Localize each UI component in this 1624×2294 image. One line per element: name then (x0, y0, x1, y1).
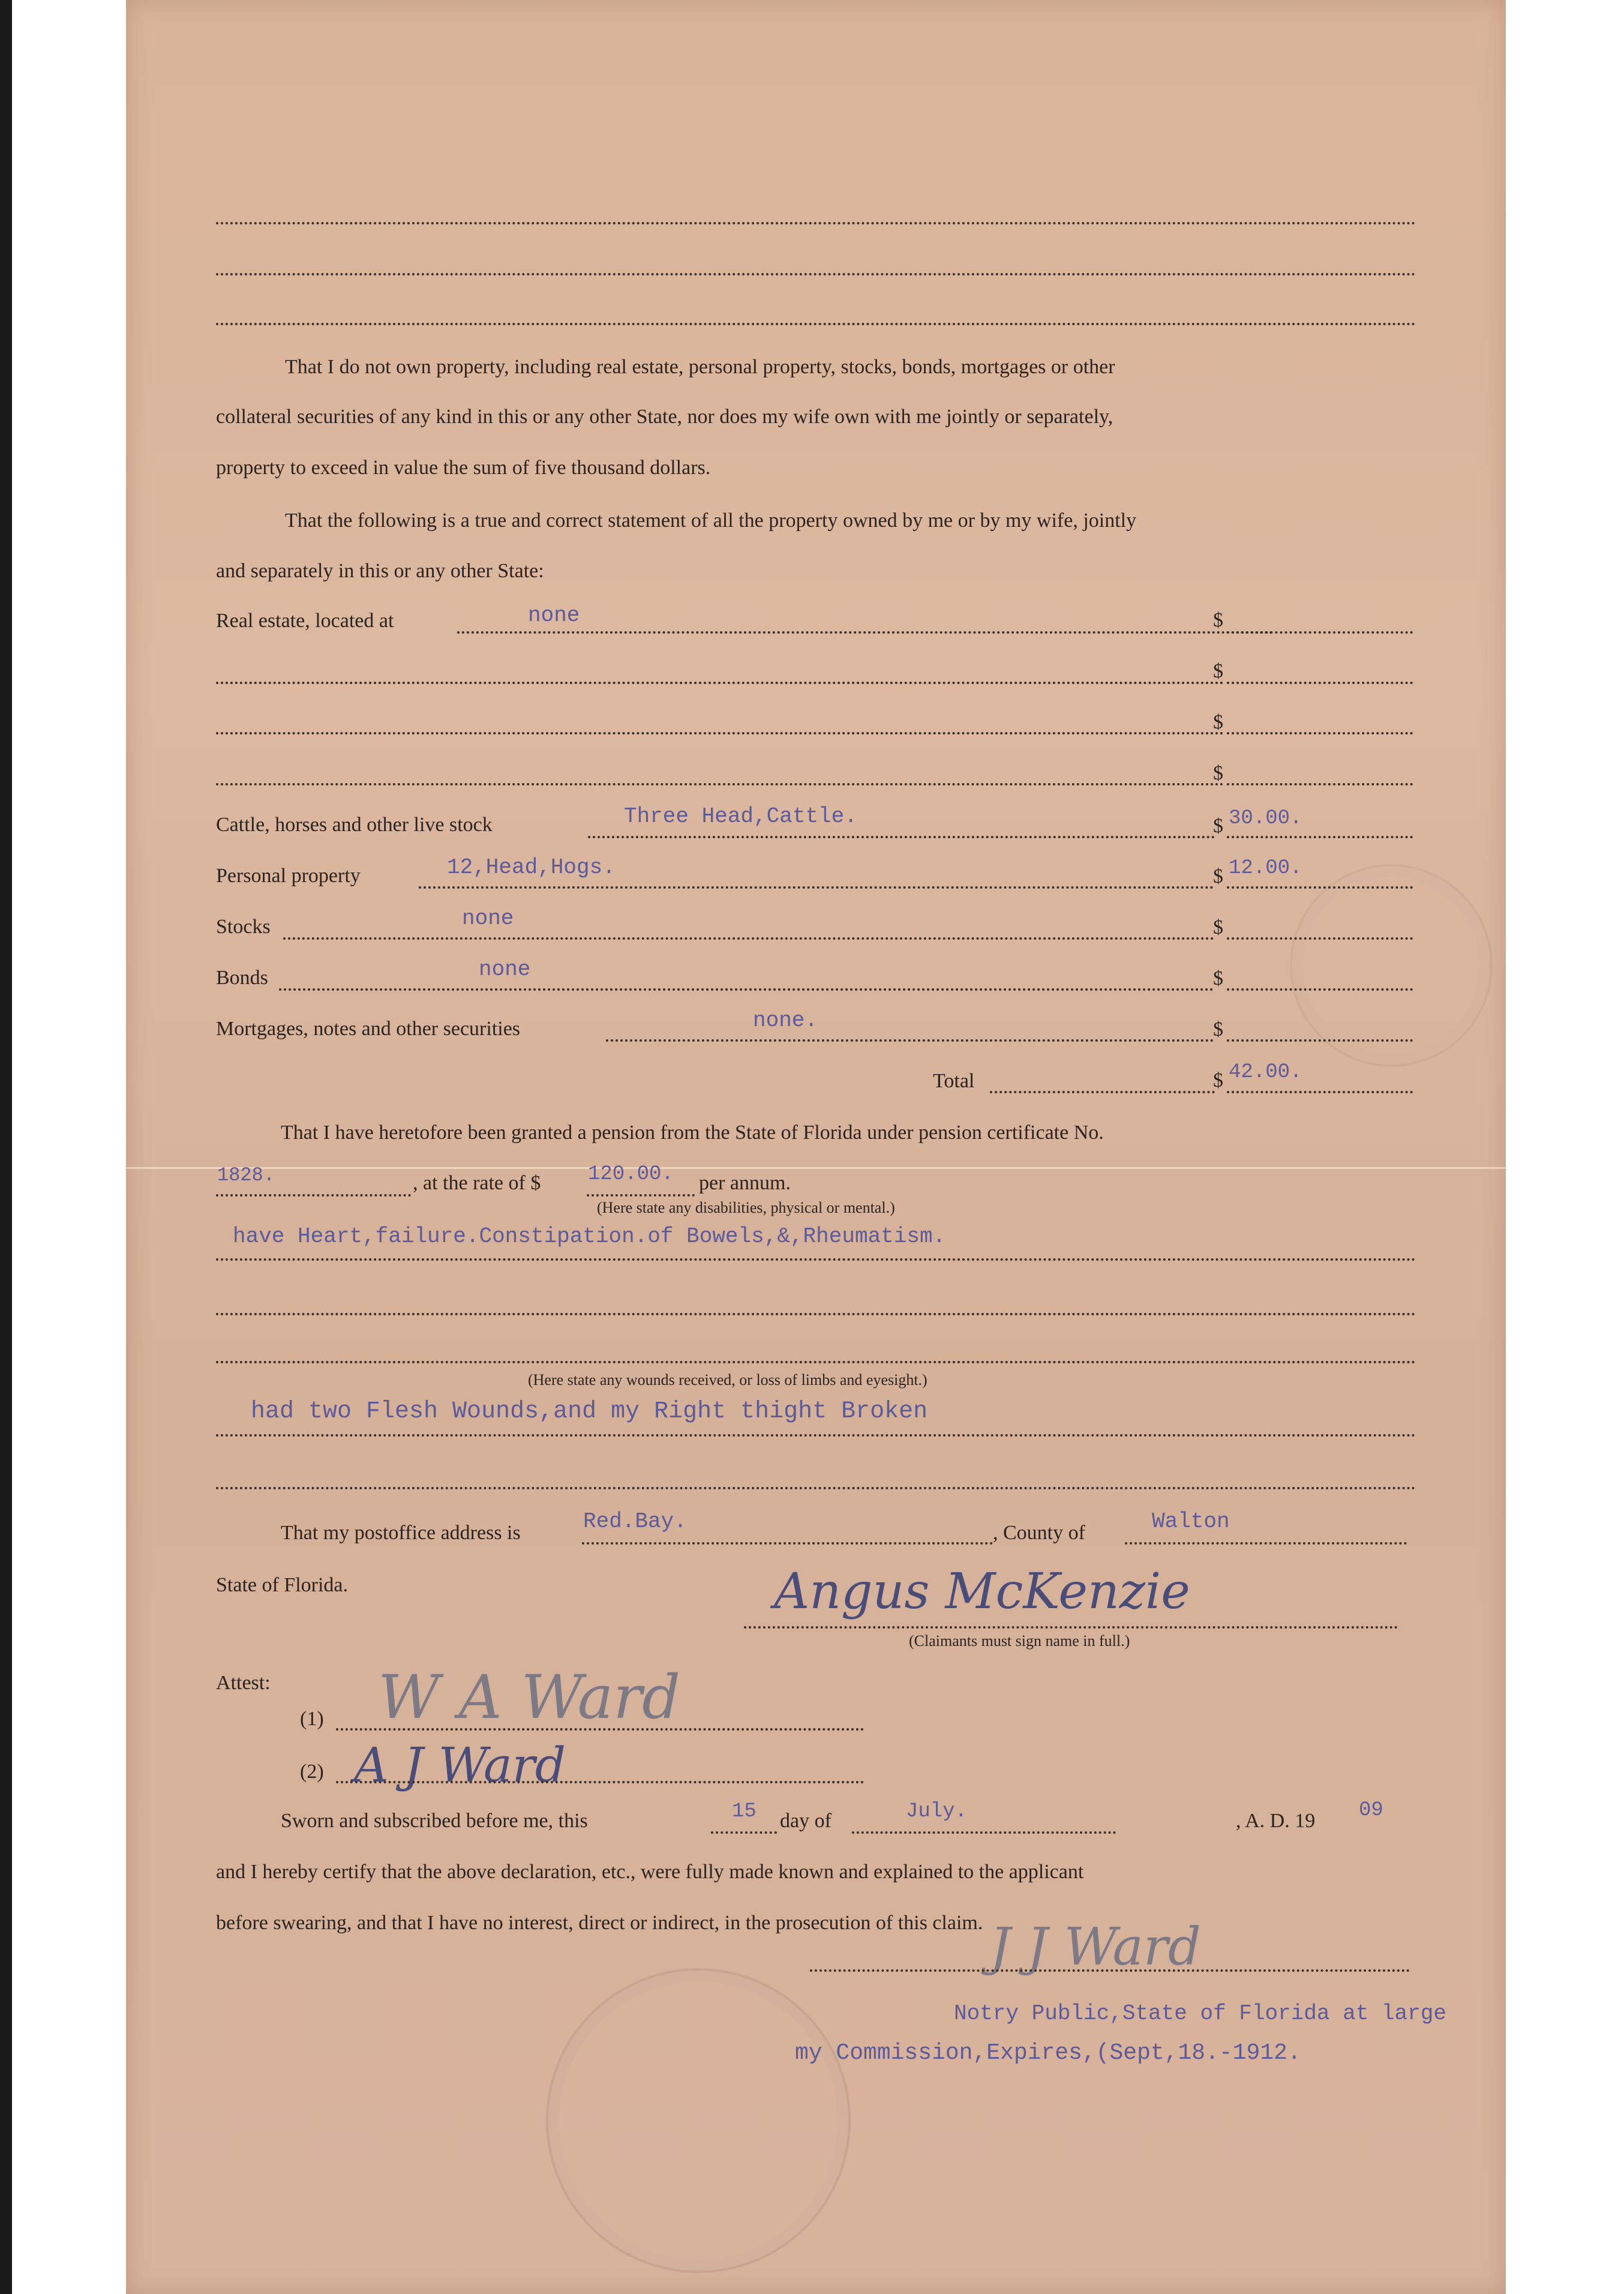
rate-label: , at the rate of $ (413, 1172, 541, 1194)
wounds-value: had two Flesh Wounds,and my Right thight Broken (251, 1398, 928, 1425)
disabilities-value: have Heart,failure.Constipation.of Bowels,&,Rheumatism. (233, 1224, 946, 1249)
blank-line (216, 323, 1416, 325)
amount-line (1227, 783, 1413, 785)
total-label: Total (933, 1070, 975, 1092)
fold-crease (126, 1167, 1506, 1169)
notary-signature: J J Ward (990, 1917, 1201, 1977)
dollar-sign: $ (1213, 609, 1223, 631)
postoffice-value: Red.Bay. (583, 1509, 687, 1534)
real-estate-line (457, 631, 1273, 634)
certificate-number: 1828. (217, 1164, 275, 1186)
stocks-label: Stocks (216, 916, 271, 938)
bonds-line (279, 988, 1214, 991)
amount-line (1227, 937, 1413, 940)
dollar-sign: $ (1213, 815, 1223, 837)
dollar-sign: $ (1213, 916, 1223, 938)
dollar-sign: $ (1213, 762, 1223, 784)
claimant-signature: Angus McKenzie (774, 1563, 1190, 1620)
blank-line (216, 732, 1224, 734)
certify-line-2: before swearing, and that I have no interest, direct or indirect, in the prosecution of this claim. (216, 1912, 983, 1934)
blank-line (216, 222, 1416, 224)
postoffice-label: That my postoffice address is (281, 1522, 521, 1544)
blank-line (216, 1487, 1416, 1489)
wounds-line (216, 1434, 1416, 1437)
scan-edge (0, 0, 12, 2294)
amount-line (1227, 1091, 1413, 1093)
no-property-line-3: property to exceed in value the sum of five thousand dollars. (216, 457, 711, 479)
real-estate-value: none (528, 603, 580, 628)
amount-line (1227, 682, 1413, 684)
bonds-label: Bonds (216, 967, 268, 989)
claimant-caption: (Claimants must sign name in full.) (909, 1632, 1130, 1650)
dollar-sign: $ (1213, 865, 1223, 887)
statement-line-2: and separately in this or any other State: (216, 560, 544, 582)
witness-1-line (336, 1728, 864, 1731)
dollar-sign: $ (1213, 660, 1223, 682)
county-line (1125, 1542, 1407, 1545)
amount-line (1227, 732, 1413, 734)
sworn-day: 15 (732, 1800, 757, 1823)
sworn-year: 09 (1359, 1799, 1383, 1822)
month-line (852, 1831, 1116, 1834)
certificate-line (216, 1194, 411, 1197)
rate-value: 120.00. (588, 1163, 674, 1186)
dollar-sign: $ (1213, 967, 1223, 989)
amount-line (1227, 631, 1413, 634)
stocks-value: none (462, 906, 514, 931)
notary-signature-line (810, 1969, 1410, 1972)
mortgages-value: none. (753, 1008, 818, 1033)
total-line (990, 1091, 1215, 1093)
cattle-amount: 30.00. (1229, 807, 1302, 830)
personal-property-value: 12,Head,Hogs. (447, 855, 616, 880)
notary-commission: my Commission,Expires,(Sept,18.-1912. (795, 2040, 1301, 2066)
sworn-intro: Sworn and subscribed before me, this (281, 1810, 588, 1832)
notary-seal (546, 1968, 851, 2273)
cattle-label: Cattle, horses and other live stock (216, 814, 493, 836)
blank-line (216, 682, 1224, 684)
cattle-line (588, 836, 1215, 838)
day-line (711, 1831, 777, 1834)
amount-line (1227, 1039, 1413, 1042)
amount-line (1227, 836, 1413, 838)
dollar-sign: $ (1213, 711, 1223, 733)
blank-line (216, 1361, 1416, 1363)
no-property-line-1: That I do not own property, including real estate, personal property, stocks, bonds, mortgages or other (285, 356, 1115, 378)
sworn-month: July. (906, 1800, 968, 1823)
blank-line (216, 273, 1416, 275)
county-value: Walton (1152, 1509, 1230, 1534)
state-label: State of Florida. (216, 1574, 349, 1596)
witness-2-signature: A J Ward (354, 1737, 566, 1793)
blank-line (216, 783, 1224, 785)
personal-line (419, 886, 1214, 889)
attest-label: Attest: (216, 1672, 271, 1694)
witness-2-number: (2) (300, 1761, 324, 1783)
witness-1-number: (1) (300, 1708, 324, 1730)
statement-line-1: That the following is a true and correct statement of all the property owned by me or by my wife, jointly (285, 509, 1137, 532)
disabilities-caption: (Here state any disabilities, physical or mental.) (597, 1199, 895, 1216)
mortgages-label: Mortgages, notes and other securities (216, 1018, 521, 1040)
postoffice-line (582, 1542, 993, 1545)
blank-line (216, 1313, 1416, 1315)
personal-amount: 12.00. (1229, 857, 1302, 880)
mortgages-line (606, 1039, 1214, 1042)
signature-line (744, 1626, 1398, 1629)
personal-property-label: Personal property (216, 865, 361, 887)
stocks-line (283, 937, 1214, 940)
dollar-sign: $ (1213, 1069, 1223, 1091)
total-amount: 42.00. (1229, 1061, 1302, 1084)
certify-line-1: and I hereby certify that the above declaration, etc., were fully made known and explained to the applicant (216, 1861, 1084, 1883)
amount-line (1227, 988, 1413, 991)
cattle-value: Three Head,Cattle. (624, 804, 857, 829)
rate-line (587, 1194, 695, 1197)
wounds-caption: (Here state any wounds received, or loss of limbs and eyesight.) (528, 1371, 927, 1389)
disabilities-line (216, 1258, 1416, 1261)
witness-2-line (336, 1781, 864, 1783)
amount-line (1227, 886, 1413, 889)
dollar-sign: $ (1213, 1018, 1223, 1040)
no-property-line-2: collateral securities of any kind in this or any other State, nor does my wife own with me jointly or separately, (216, 406, 1113, 428)
county-label: , County of (993, 1522, 1085, 1544)
bonds-value: none (479, 957, 531, 982)
ad-label: , A. D. 19 (1236, 1810, 1316, 1832)
per-annum-label: per annum. (699, 1172, 791, 1194)
witness-1-signature: W A Ward (378, 1662, 681, 1732)
pension-granted-text: That I have heretofore been granted a pension from the State of Florida under pension certificate No. (281, 1121, 1104, 1144)
embossed-seal (1290, 864, 1493, 1067)
day-of-label: day of (780, 1810, 831, 1832)
pension-form-page (126, 0, 1506, 2294)
real-estate-label: Real estate, located at (216, 610, 394, 632)
notary-title: Notry Public,State of Florida at large (954, 2001, 1446, 2026)
